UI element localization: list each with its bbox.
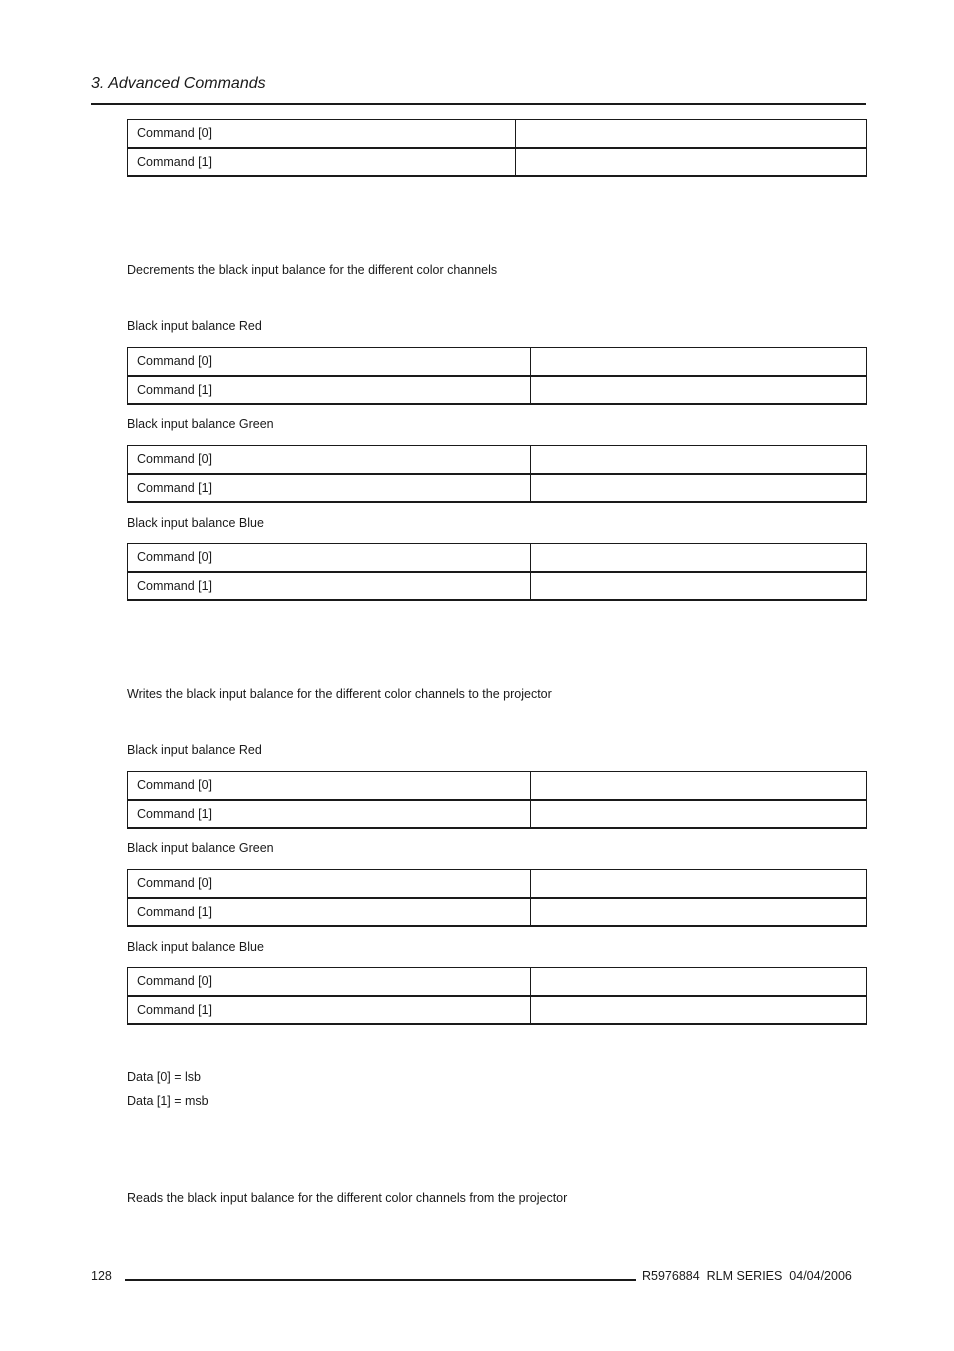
table-cell: Command [0] [128, 772, 531, 800]
table-cell [531, 446, 867, 474]
decrement-blue-table [127, 543, 867, 601]
read-description: Reads the black input balance for the different color channels from the projector [127, 1191, 568, 1205]
table-cell [516, 148, 867, 176]
table-cell: Command [1] [128, 572, 531, 600]
write-description: Writes the black input balance for the different color channels to the projector [127, 687, 552, 701]
table-cell: Command [1] [128, 376, 531, 404]
table-cell: Command [1] [128, 800, 531, 828]
page-number: 128 [91, 1269, 112, 1283]
table-cell [516, 120, 867, 148]
table-row [128, 968, 867, 996]
table-row [128, 148, 867, 176]
section-title: 3. Advanced Commands [91, 75, 266, 92]
table-cell [531, 348, 867, 376]
table-row [128, 772, 867, 800]
table-cell: Command [1] [128, 474, 531, 502]
table-row [128, 800, 867, 828]
table-cell: Command [1] [128, 148, 516, 176]
table-row [128, 898, 867, 926]
table-cell [531, 870, 867, 898]
table-cell: Command [1] [128, 898, 531, 926]
table-cell [531, 772, 867, 800]
decrement-blue-label: Black input balance Blue [127, 516, 264, 530]
table-cell [531, 800, 867, 828]
table-cell [531, 968, 867, 996]
table-row [128, 348, 867, 376]
table-cell: Command [0] [128, 348, 531, 376]
write-red-table [127, 771, 867, 829]
command-table-top [127, 119, 867, 177]
write-blue-table [127, 967, 867, 1025]
table-cell [531, 474, 867, 502]
data-note-msb: Data [1] = msb [127, 1094, 209, 1108]
decrement-red-table [127, 347, 867, 405]
table-cell [531, 544, 867, 572]
footer-doc-info: R5976884 RLM SERIES 04/04/2006 [642, 1269, 852, 1283]
decrement-green-label: Black input balance Green [127, 417, 274, 431]
write-blue-label: Black input balance Blue [127, 940, 264, 954]
table-row [128, 446, 867, 474]
decrement-red-label: Black input balance Red [127, 319, 262, 333]
write-red-label: Black input balance Red [127, 743, 262, 757]
table-row [128, 996, 867, 1024]
table-cell [531, 898, 867, 926]
table-cell: Command [0] [128, 544, 531, 572]
footer-rule [125, 1279, 636, 1281]
write-green-label: Black input balance Green [127, 841, 274, 855]
table-row [128, 572, 867, 600]
table-cell: Command [0] [128, 446, 531, 474]
table-cell: Command [0] [128, 870, 531, 898]
table-cell [531, 996, 867, 1024]
table-cell: Command [0] [128, 968, 531, 996]
table-row [128, 376, 867, 404]
table-row [128, 120, 867, 148]
table-cell [531, 376, 867, 404]
table-row [128, 870, 867, 898]
decrement-description: Decrements the black input balance for the different color channels [127, 263, 498, 277]
write-green-table [127, 869, 867, 927]
header-rule [91, 103, 866, 105]
table-row [128, 474, 867, 502]
decrement-green-table [127, 445, 867, 503]
table-row [128, 544, 867, 572]
data-note-lsb: Data [0] = lsb [127, 1070, 201, 1084]
table-cell: Command [1] [128, 996, 531, 1024]
table-cell [531, 572, 867, 600]
table-cell: Command [0] [128, 120, 516, 148]
